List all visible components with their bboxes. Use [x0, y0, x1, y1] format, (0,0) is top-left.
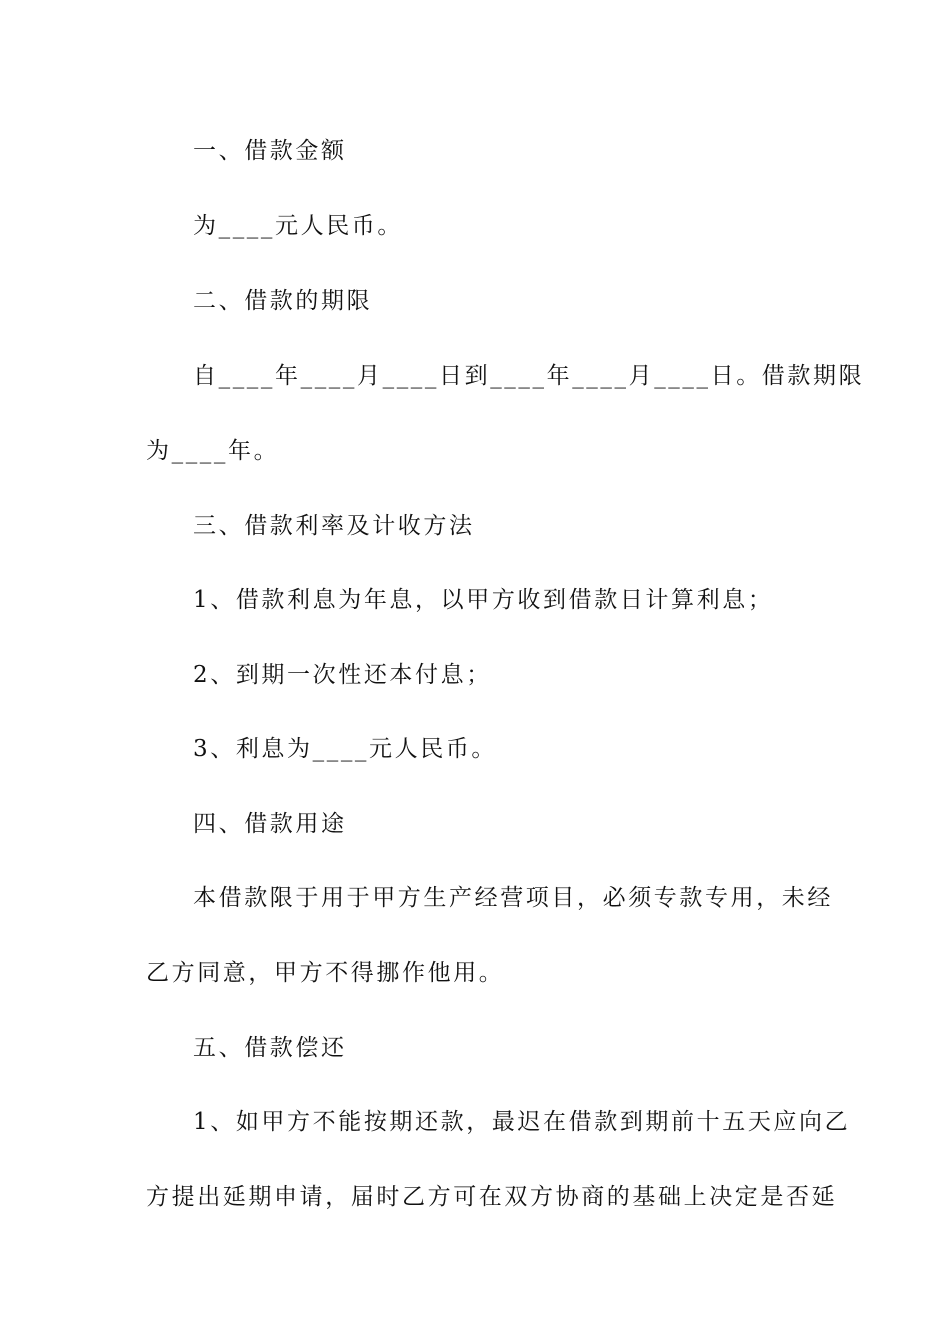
paragraph-line: 为____元人民币。 [193, 213, 403, 239]
list-item: 3、利息为____元人民币。 [193, 736, 498, 762]
section-heading-loan-amount: 一、借款金额 [193, 138, 347, 164]
section-heading-loan-purpose: 四、借款用途 [193, 811, 347, 837]
section-heading-repayment: 五、借款偿还 [193, 1035, 347, 1061]
list-item: 2、到期一次性还本付息； [193, 662, 492, 688]
paragraph-line: 本借款限于用于甲方生产经营项目，必须专款专用，未经 [193, 885, 833, 911]
paragraph-line: 方提出延期申请，届时乙方可在双方协商的基础上决定是否延 [146, 1184, 838, 1210]
list-item: 1、如甲方不能按期还款，最迟在借款到期前十五天应向乙 [193, 1109, 851, 1135]
list-item: 1、借款利息为年息，以甲方收到借款日计算利息； [193, 587, 774, 613]
section-heading-interest: 三、借款利率及计收方法 [193, 513, 475, 539]
paragraph-line: 为____年。 [146, 438, 280, 464]
paragraph-line: 自____年____月____日到____年____月____日。借款期限 [193, 363, 865, 389]
section-heading-loan-term: 二、借款的期限 [193, 288, 373, 314]
paragraph-line: 乙方同意，甲方不得挪作他用。 [146, 960, 505, 986]
